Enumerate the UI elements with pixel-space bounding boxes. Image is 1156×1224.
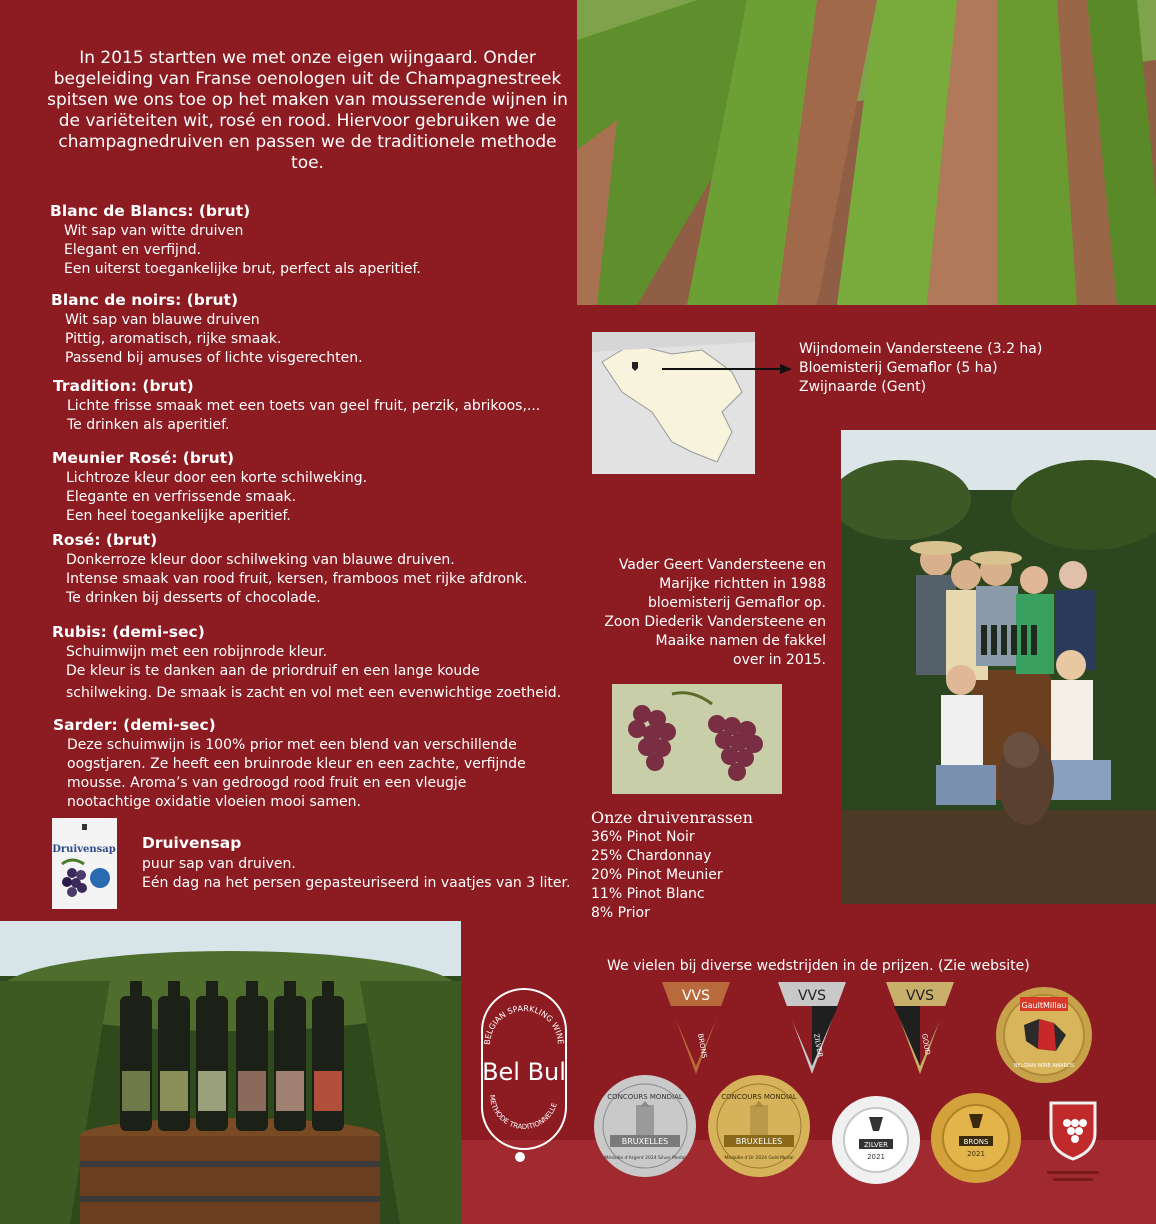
variety-item: 25% Chardonnay [591, 848, 712, 864]
vvs-silver-medal [778, 982, 846, 1078]
variety-item: 8% Prior [591, 905, 650, 921]
wine-line: Wit sap van blauwe druiven [65, 312, 260, 328]
wine-name: Rubis: (demi-sec) [52, 623, 205, 641]
wine-name: Rosé: (brut) [52, 531, 158, 549]
concours-gold-medal [706, 1073, 812, 1183]
wine-line: oogstjaren. Ze heeft een bruinrode kleur en een zachte, verfijnde [67, 756, 526, 772]
wine-line: Pittig, aromatisch, rijke smaak. [65, 331, 282, 347]
legend-item: Bloemisterij Gemaflor (5 ha) [799, 360, 998, 376]
vvs-medal-grade: BRONS [696, 1032, 709, 1059]
wine-line: Een heel toegankelijke aperitief. [66, 508, 291, 524]
belbul-wordmark: Bel Bul [482, 1058, 566, 1086]
wine-line: schilweking. De smaak is zacht en vol met een evenwichtige zoetheid. [66, 685, 562, 701]
grape-juice-image [52, 818, 117, 909]
family-photo [841, 430, 1156, 904]
wine-line: Te drinken bij desserts of chocolade. [66, 590, 321, 606]
juice-name: Druivensap [142, 834, 242, 852]
wine-line: Wit sap van witte druiven [64, 223, 244, 239]
wine-blanc-de-blancs [50, 202, 421, 279]
vineyard-photo [577, 0, 1156, 305]
vvs-medal-top: VVS [681, 988, 711, 1004]
concours-top: CONCOURS MONDIAL [721, 1093, 797, 1101]
legend-item: Wijndomein Vandersteene (3.2 ha) [799, 341, 1043, 357]
vvs-medal-top: VVS [797, 988, 827, 1004]
wine-line: Passend bij amuses of lichte visgerechten. [65, 350, 363, 366]
lage-landen-bronze-medal [930, 1092, 1022, 1188]
wine-line: Lichtroze kleur door een korte schilweking. [66, 470, 368, 486]
vvs-medal-grade: GOUD [920, 1032, 932, 1056]
bottles-photo [0, 921, 461, 1224]
wine-line: Een uiterst toegankelijke brut, perfect als aperitief. [64, 261, 421, 277]
lage-landen-year: 2021 [867, 1153, 885, 1161]
wine-sarder [53, 716, 526, 812]
lage-landen-silver-medal [831, 1095, 921, 1189]
wine-line: Lichte frisse smaak met een toets van geel fruit, perzik, abrikoos,... [67, 398, 541, 414]
intro-text: In 2015 startten we met onze eigen wijngaard. Onder begeleiding van Franse oenologen uit de Champagnestreek spitsen we ons toe op het maken van mousserende wijnen in de variëteiten wit, rosé en rood. Hiervoor gebruiken we de champagnedruiven en passen we de traditionele methode toe. [47, 48, 568, 173]
wine-line: nootachtige oxidatie vloeien mooi samen. [67, 794, 361, 810]
wine-name: Sarder: (demi-sec) [53, 716, 216, 734]
wine-name: Blanc de Blancs: (brut) [50, 202, 251, 220]
family-line: Marijke richtten in 1988 [659, 576, 826, 592]
wine-line: De kleur is te danken aan de priordruif en een lange koude [66, 663, 480, 679]
svg-text:METHODE TRADITIONNELLE [488, 1094, 559, 1131]
family-line: Vader Geert Vandersteene en [618, 557, 826, 573]
wine-line: Elegante en verfrissende smaak. [66, 489, 297, 505]
juice-description [142, 834, 570, 893]
grapes-photo [612, 684, 782, 794]
family-line: Zoon Diederik Vandersteene en [604, 614, 826, 630]
wine-line: Elegant en verfijnd. [64, 242, 202, 258]
belbul-logo [474, 985, 574, 1165]
family-line: over in 2015. [733, 652, 826, 668]
wine-rose [52, 531, 527, 608]
vvs-bronze-medal [662, 982, 730, 1078]
lage-landen-grade: BRONS [963, 1138, 989, 1146]
gault-millau-subtitle: BELGIAN WINE AWARDS [1013, 1063, 1075, 1069]
wine-line: Te drinken als aperitief. [67, 417, 230, 433]
svg-text:BELGIAN SPARKLING WINE [483, 1004, 565, 1045]
gault-millau-title: GaultMillau [1021, 1001, 1067, 1010]
varieties-title: Onze druivenrassen [591, 808, 753, 827]
variety-item: 36% Pinot Noir [591, 829, 695, 845]
wine-meunier-rose [52, 449, 367, 526]
juice-label-text: Druivensap [52, 844, 116, 855]
belgium-map [592, 332, 755, 474]
belbul-ring-bottom: METHODE TRADITIONNELLE [487, 1094, 559, 1132]
legend-item: Zwijnaarde (Gent) [799, 379, 927, 395]
grape-varieties [591, 808, 753, 923]
awards-caption: We vielen bij diverse wedstrijden in de prijzen. (Zie website) [607, 958, 1030, 974]
juice-line: puur sap van druiven. [142, 856, 296, 872]
vvs-gold-medal [886, 982, 954, 1078]
shield-emblem [1043, 1099, 1103, 1193]
family-line: bloemisterij Gemaflor op. [647, 595, 826, 611]
wine-line: Schuimwijn met een robijnrode kleur. [66, 644, 328, 660]
wine-line: Deze schuimwijn is 100% prior met een blend van verschillende [67, 737, 517, 753]
gault-millau-medal [994, 985, 1094, 1089]
concours-bottom: Médaille d'Argent 2024 Silver Medal [604, 1156, 686, 1161]
vvs-medal-grade: ZILVER [812, 1032, 825, 1059]
wine-tradition [53, 377, 540, 435]
variety-item: 11% Pinot Blanc [591, 886, 705, 902]
lage-landen-grade: ZILVER [863, 1141, 889, 1149]
variety-item: 20% Pinot Meunier [591, 867, 723, 883]
wine-rubis [52, 623, 561, 703]
map-arrow-icon [662, 363, 792, 375]
concours-mid: BRUXELLES [621, 1137, 669, 1146]
family-line: Maaike namen de fakkel [655, 633, 826, 649]
juice-line: Eén dag na het persen gepasteuriseerd in vaatjes van 3 liter. [142, 875, 571, 891]
concours-mid: BRUXELLES [735, 1137, 783, 1146]
lage-landen-year: 2021 [967, 1150, 985, 1158]
wine-line: Donkerroze kleur door schilweking van blauwe druiven. [66, 552, 455, 568]
map-legend [799, 340, 1042, 397]
wine-line: mousse. Aroma’s van gedroogd rood fruit en een vleugje [67, 775, 467, 791]
belbul-ring-top: BELGIAN SPARKLING WINE [482, 1003, 566, 1046]
wine-name: Tradition: (brut) [53, 377, 194, 395]
wine-blanc-de-noirs [51, 291, 363, 368]
wine-name: Blanc de noirs: (brut) [51, 291, 239, 309]
wine-line: Intense smaak van rood fruit, kersen, framboos met rijke afdronk. [66, 571, 528, 587]
concours-silver-medal [592, 1073, 698, 1183]
concours-top: CONCOURS MONDIAL [607, 1093, 683, 1101]
vvs-medal-top: VVS [905, 988, 935, 1004]
concours-bottom: Médaille d'Or 2024 Gold Medal [724, 1156, 794, 1161]
logo-mark-icon [82, 824, 87, 830]
wine-name: Meunier Rosé: (brut) [52, 449, 235, 467]
family-story [592, 556, 826, 670]
